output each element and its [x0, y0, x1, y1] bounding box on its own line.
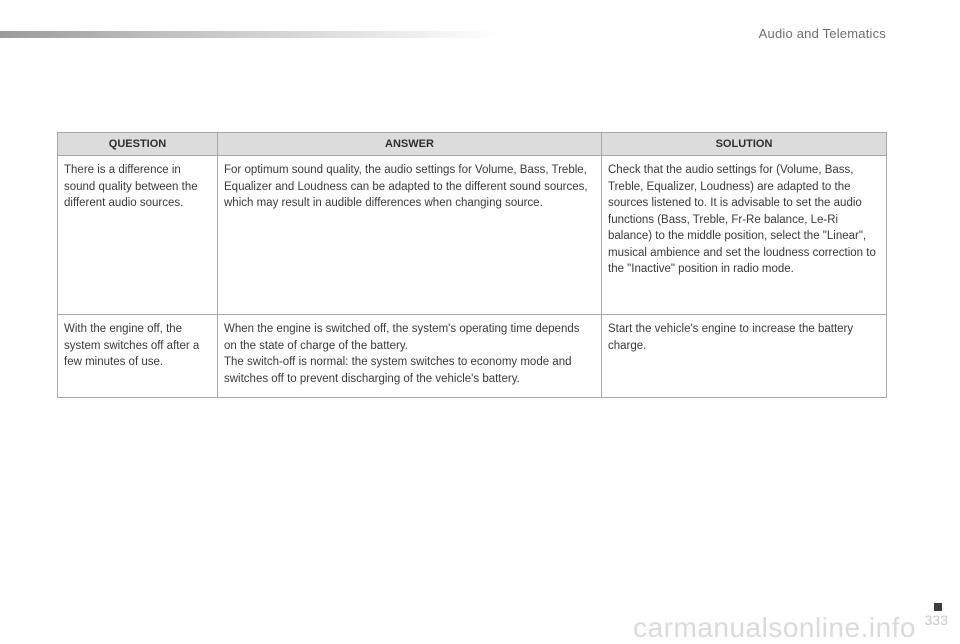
answer-line: When the engine is switched off, the system's operating time depends on the state of charge of the battery. [224, 323, 580, 352]
column-header-answer: ANSWER [218, 133, 602, 156]
solution-cell: Check that the audio settings for (Volume, Bass, Treble, Equalizer, Loudness) are adapted to the sources listened to. It is advisable to set the audio functions (Bass, Treble, Fr-Re balance, Le-Ri balance) to the middle position, select the "Linear", musical ambience and set the loudness correction to the "Inactive" position in radio mode. [602, 156, 887, 315]
answer-line: The switch-off is normal: the system switches to economy mode and switches off to prevent discharging of the vehicle's battery. [224, 356, 572, 385]
solution-cell: Start the vehicle's engine to increase the battery charge. [602, 315, 887, 398]
section-title: Audio and Telematics [758, 26, 886, 41]
page-marker-icon [934, 603, 942, 611]
question-cell: With the engine off, the system switches off after a few minutes of use. [58, 315, 218, 398]
watermark: carmanualsonline.info [633, 612, 916, 643]
table-header-row [58, 133, 887, 156]
page-number: 333 [924, 612, 948, 628]
table-row [58, 315, 887, 398]
answer-cell: For optimum sound quality, the audio settings for Volume, Bass, Treble, Equalizer and Loudness can be adapted to the different sound sources, which may result in audible differences when changing source. [218, 156, 602, 315]
table-row [58, 156, 887, 315]
answer-cell [218, 315, 602, 398]
faq-table [57, 132, 887, 398]
header-decorative-bar [0, 31, 500, 38]
column-header-solution: SOLUTION [602, 133, 887, 156]
question-cell: There is a difference in sound quality between the different audio sources. [58, 156, 218, 315]
column-header-question: QUESTION [58, 133, 218, 156]
